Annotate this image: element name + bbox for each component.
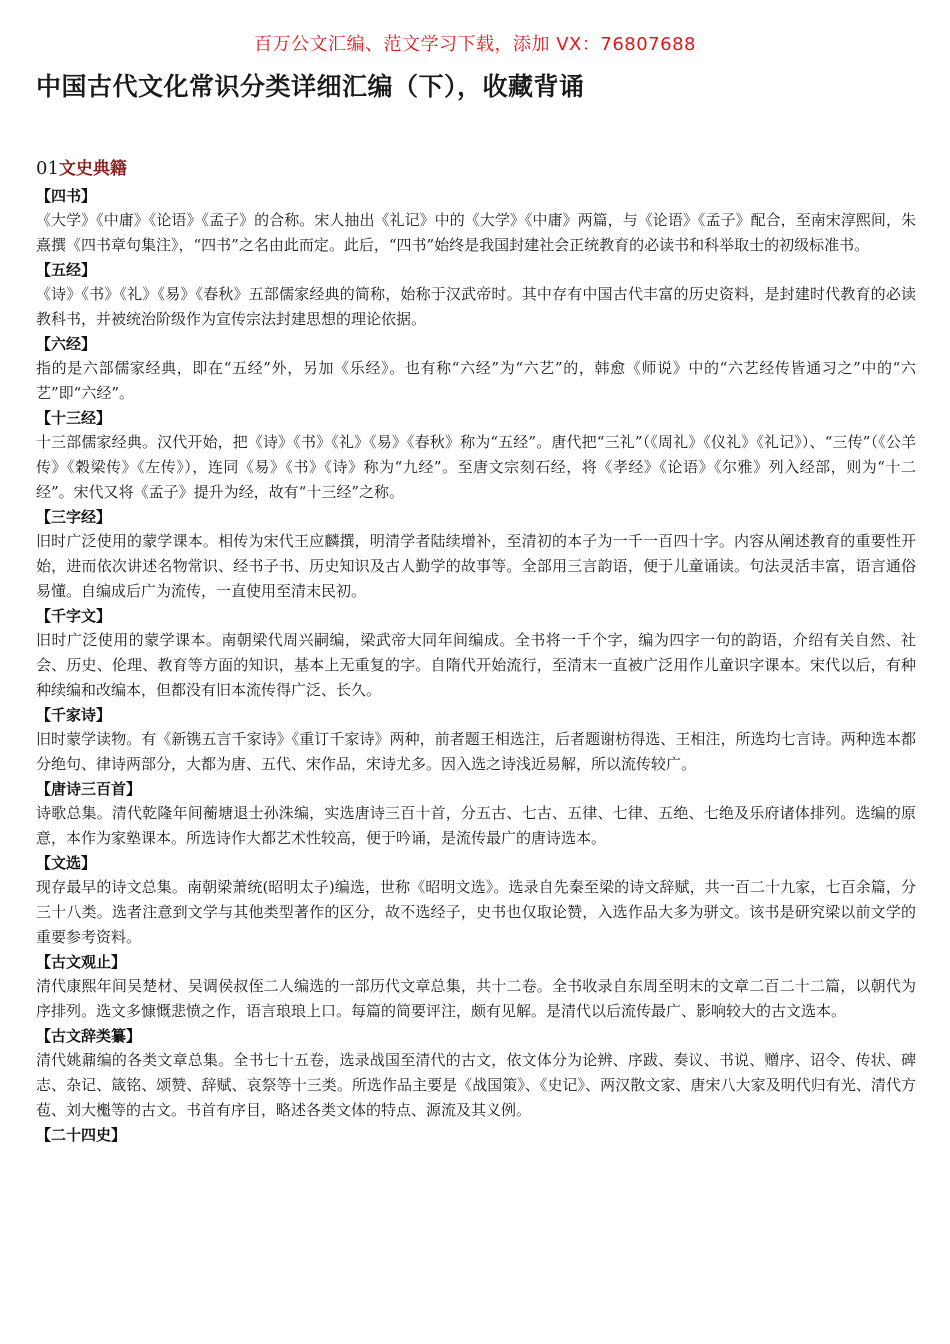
entry-title: 【二十四史】 — [36, 1126, 127, 1144]
entry-body: 旧时广泛使用的蒙学课本。相传为宋代王应麟撰，明清学者陆续增补，至清初的本子为一千一百四十字。内容从阐述教育的重要性开始，进而依次讲述名物常识、经书子书、历史知识及古人勤学的故事等。全部用三言韵语，便于儿童诵读。句法灵活丰富，语言通俗易懂。自编成后广为流传，一直使用至清末民初。 — [36, 532, 916, 600]
entry-title: 【唐诗三百首】 — [36, 780, 142, 798]
entry-wu-jing — [36, 258, 916, 332]
document-title: 中国古代文化常识分类详细汇编（下），收藏背诵 — [36, 72, 585, 101]
entry-tang-shi-san-bai-shou — [36, 777, 916, 851]
document-content — [36, 156, 916, 1147]
entry-title: 【古文辞类纂】 — [36, 1027, 142, 1045]
entry-body: 旧时蒙学读物。有《新镌五言千家诗》《重订千家诗》两种，前者题王相选注，后者题谢枋得选、王相注，所选均七言诗。两种选本都分绝句、律诗两部分，大都为唐、五代、宋作品，宋诗尤多。因入选之诗浅近易解，所以流传较广。 — [36, 730, 916, 773]
entry-wen-xuan — [36, 851, 916, 950]
entry-body: 《诗》《书》《礼》《易》《春秋》五部儒家经典的简称，始称于汉武帝时。其中存有中国古代丰富的历史资料，是封建时代教育的必读教科书，并被统治阶级作为宣传宗法封建思想的理论依据。 — [36, 285, 916, 328]
entry-title: 【古文观止】 — [36, 953, 127, 971]
entry-er-shi-si-shi — [36, 1123, 916, 1147]
section-label: 文史典籍 — [58, 159, 127, 179]
entry-gu-wen-ci-lei-zuan — [36, 1024, 916, 1123]
entry-liu-jing — [36, 332, 916, 406]
entry-title: 【十三经】 — [36, 409, 112, 427]
entry-si-shu — [36, 184, 916, 258]
entry-san-zi-jing — [36, 505, 916, 604]
entry-body: 十三部儒家经典。汉代开始，把《诗》《书》《礼》《易》《春秋》称为“五经”。唐代把“三礼”（《周礼》《仪礼》《礼记》）、“三传”（《公羊传》《穀梁传》《左传》），连同《易》《书》《诗》称为“九经”。至唐文宗刻石经，将《孝经》《论语》《尔雅》列入经部，则为“十二经”。宋代又将《孟子》提升为经，故有“十三经”之称。 — [36, 433, 916, 501]
section-heading — [36, 156, 916, 182]
entry-qian-zi-wen — [36, 604, 916, 703]
entry-title: 【五经】 — [36, 261, 97, 279]
entry-body: 清代姚鼐编的各类文章总集。全书七十五卷，选录战国至清代的古文，依文体分为论辨、序跋、奏议、书说、赠序、诏令、传状、碑志、杂记、箴铭、颂赞、辞赋、哀祭等十三类。所选作品主要是《战国策》、《史记》、两汉散文家、唐宋八大家及明代归有光、清代方苞、刘大櫆等的古文。书首有序目，略述各类文体的特点、源流及其义例。 — [36, 1051, 916, 1119]
section-number: 01 — [36, 158, 59, 179]
entry-title: 【文选】 — [36, 854, 97, 872]
entry-body: 旧时广泛使用的蒙学课本。南朝梁代周兴嗣编，梁武帝大同年间编成。全书将一千个字，编为四字一句的韵语，介绍有关自然、社会、历史、伦理、教育等方面的知识，基本上无重复的字。自隋代开始流行，至清末一直被广泛用作儿童识字课本。宋代以后，有种种续编和改编本，但都没有旧本流传得广泛、长久。 — [36, 631, 916, 699]
entry-body: 指的是六部儒家经典，即在“五经”外，另加《乐经》。也有称“六经”为“六艺”的，韩愈《师说》中的“六艺经传皆通习之”中的“六艺”即“六经”。 — [36, 359, 916, 402]
entry-title: 【三字经】 — [36, 508, 112, 526]
entry-body: 清代康熙年间吴楚材、吴调侯叔侄二人编选的一部历代文章总集，共十二卷。全书收录自东周至明末的文章二百二十二篇，以朝代为序排列。选文多慷慨悲愤之作，语言琅琅上口。每篇的简要评注，颇有见解。是清代以后流传最广、影响较大的古文选本。 — [36, 977, 916, 1020]
entry-body: 现存最早的诗文总集。南朝梁萧统(昭明太子)编选，世称《昭明文选》。选录自先秦至梁的诗文辞赋，共一百二十九家，七百余篇，分三十八类。选者注意到文学与其他类型著作的区分，故不选经子，史书也仅取论赞，入选作品大多为骈文。该书是研究梁以前文学的重要参考资料。 — [36, 878, 916, 946]
promo-banner: 百万公文汇编、范文学习下载，添加 VX：76807688 — [254, 34, 696, 55]
entry-gu-wen-guan-zhi — [36, 950, 916, 1024]
entry-title: 【千家诗】 — [36, 706, 112, 724]
entry-body: 《大学》《中庸》《论语》《孟子》的合称。宋人抽出《礼记》中的《大学》《中庸》两篇，与《论语》《孟子》配合，至南宋淳熙间，朱熹撰《四书章句集注》，“四书”之名由此而定。此后，“四书”始终是我国封建社会正统教育的必读书和科举取士的初级标准书。 — [36, 211, 916, 254]
entry-shi-san-jing — [36, 406, 916, 505]
entry-title: 【千字文】 — [36, 607, 112, 625]
entry-qian-jia-shi — [36, 703, 916, 777]
entry-title: 【四书】 — [36, 187, 97, 205]
entry-body: 诗歌总集。清代乾隆年间蘅塘退士孙洙编，实选唐诗三百十首，分五古、七古、五律、七律、五绝、七绝及乐府诸体排列。选编的原意，本作为家塾课本。所选诗作大都艺术性较高，便于吟诵，是流传最广的唐诗选本。 — [36, 804, 916, 847]
entry-title: 【六经】 — [36, 335, 97, 353]
